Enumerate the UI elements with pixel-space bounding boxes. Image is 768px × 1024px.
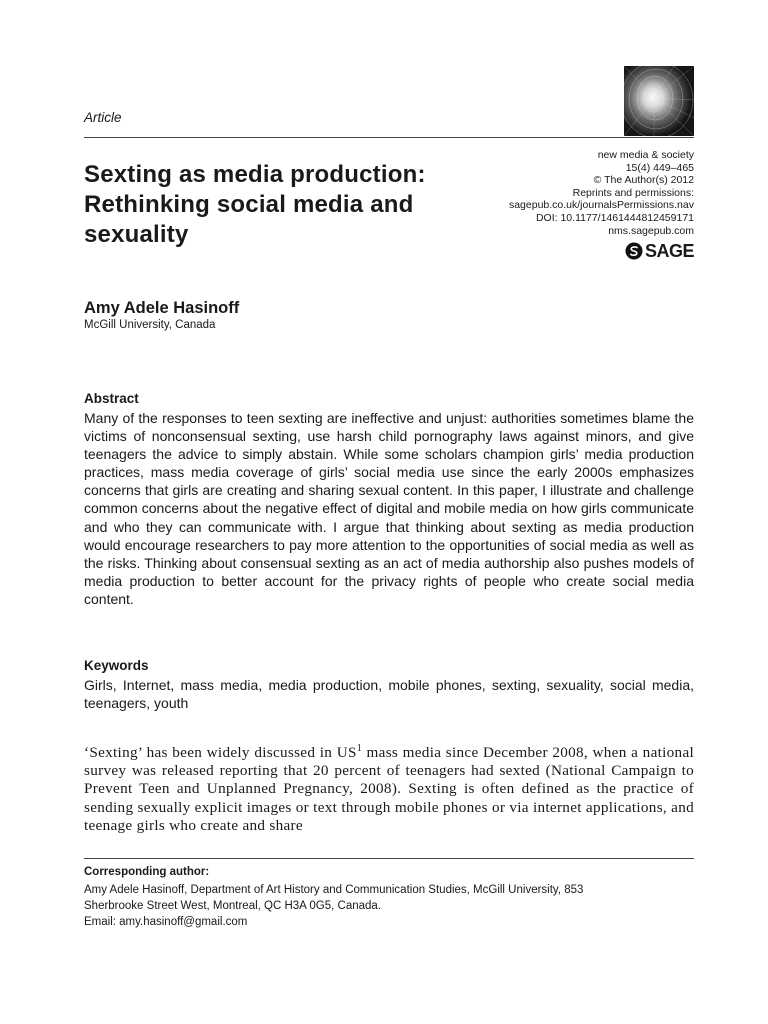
author-affiliation: McGill University, Canada bbox=[84, 319, 216, 331]
corresponding-author-details bbox=[84, 882, 694, 930]
corresponding-address-line-1: Amy Adele Hasinoff, Department of Art History and Communication Studies, McGill University, 853 bbox=[84, 884, 584, 896]
abstract-heading: Abstract bbox=[84, 391, 139, 406]
reprints-label: Reprints and permissions: bbox=[572, 186, 694, 199]
journal-site-link[interactable]: nms.sagepub.com bbox=[608, 224, 694, 237]
title-line-3: sexuality bbox=[84, 221, 189, 248]
cover-tunnel-graphic bbox=[624, 66, 694, 136]
journal-name: new media & society bbox=[597, 149, 694, 161]
footnote-rule bbox=[84, 858, 694, 859]
footnote-marker[interactable]: 1 bbox=[356, 743, 363, 754]
keywords-text: Girls, Internet, mass media, media production, mobile phones, sexting, sexuality, social media, teenagers, youth bbox=[84, 677, 694, 712]
body-text-rest: mass media since December 2008, when a national survey was released reporting that 20 percent of teenagers had sexted (National Campaign to Prevent Teen and Unplanned Pregnancy, 2008). Sexting is often defined as the practice of sending sexually explicit images or text through mobile phones or via internet applications, and teenage girls who create and share bbox=[84, 744, 695, 834]
title-line-2: Rethinking social media and bbox=[84, 191, 414, 218]
sage-s-icon bbox=[625, 242, 643, 260]
article-title bbox=[84, 160, 484, 250]
journal-metadata bbox=[470, 149, 694, 237]
corresponding-author-heading: Corresponding author: bbox=[84, 866, 210, 878]
header-rule bbox=[84, 137, 694, 138]
abstract-text: Many of the responses to teen sexting are ineffective and unjust: authorities sometimes blame the victims of nonconsensual sexting, use harsh child pornography laws against minors, and give teenagers the advice to simply abstain. While some scholars champion girls’ media production practices, mass media coverage of girls’ social media use since the early 2000s emphasizes concerns that girls are creating and sharing sexual content. In this paper, I illustrate and challenge common concerns about the negative effect of digital and mobile media on how girls communicate and who they can communicate with. I argue that thinking about sexting as media production would encourage researchers to pay more attention to the opportunities of social media as well as the risks. Thinking about consensual sexting as an act of media authorship also pushes models of media production to better account for the privacy rights of people who create social media content. bbox=[84, 410, 694, 607]
doi-link[interactable]: DOI: 10.1177/1461444812459171 bbox=[535, 211, 694, 224]
body-text-start: ‘Sexting’ has been widely discussed in US bbox=[84, 744, 357, 762]
author-name: Amy Adele Hasinoff bbox=[84, 299, 240, 317]
sage-logo-text: SAGE bbox=[644, 240, 694, 261]
keywords-heading: Keywords bbox=[84, 658, 149, 673]
journal-volume: 15(4) 449–465 bbox=[625, 161, 694, 174]
corresponding-address-line-2: Sherbrooke Street West, Montreal, QC H3A 0G5, Canada. bbox=[84, 900, 382, 912]
title-line-1: Sexting as media production: bbox=[84, 161, 426, 188]
permissions-link[interactable]: sagepub.co.uk/journalsPermissions.nav bbox=[508, 199, 694, 212]
body-paragraph bbox=[84, 740, 694, 835]
article-type-label: Article bbox=[84, 110, 122, 125]
copyright-notice: © The Author(s) 2012 bbox=[593, 174, 694, 187]
journal-cover-image bbox=[624, 66, 694, 136]
sage-logo bbox=[600, 240, 694, 262]
corresponding-email[interactable]: Email: amy.hasinoff@gmail.com bbox=[84, 916, 248, 928]
